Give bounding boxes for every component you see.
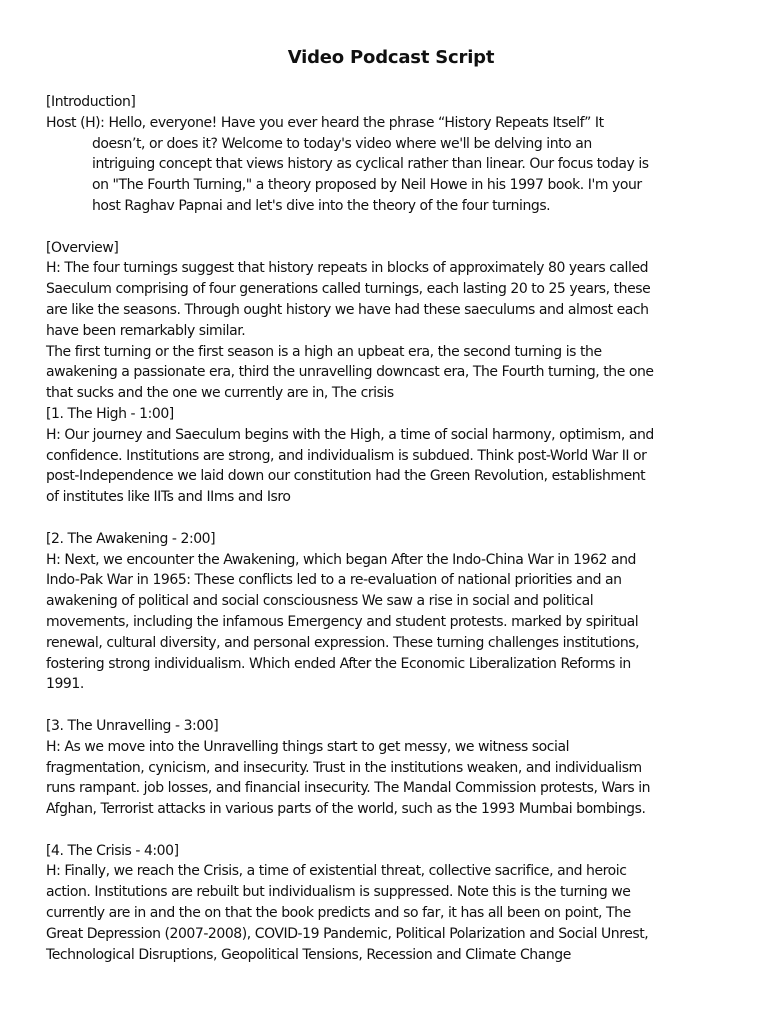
paragraph-line: awakening of political and social consciousness We saw a rise in social and political <box>46 593 594 610</box>
paragraph-line: Host (H): Hello, everyone! Have you ever heard the phrase “History Repeats Itself” It <box>46 114 604 131</box>
document-page <box>46 44 736 965</box>
paragraph-line: renewal, cultural diversity, and personal expression. These turning challenges institutions, <box>46 634 640 651</box>
paragraph-line: intriguing concept that views history as cyclical rather than linear. Our focus today is <box>92 156 649 173</box>
paragraph-line: are like the seasons. Through ought history we have had these saeculums and almost each <box>46 301 649 318</box>
paragraph-line: post-Independence we laid down our constitution had the Green Revolution, establishment <box>46 468 646 485</box>
paragraph-line: H: Finally, we reach the Crisis, a time of existential threat, collective sacrifice, and heroic <box>46 863 627 880</box>
paragraph-line: 1991. <box>46 676 84 693</box>
paragraph-line: Indo-Pak War in 1965: These conflicts led to a re-evaluation of national priorities and an <box>46 572 622 589</box>
section-awakening <box>46 529 736 695</box>
section-unravelling <box>46 716 736 820</box>
paragraph-line: Afghan, Terrorist attacks in various parts of the world, such as the 1993 Mumbai bombings. <box>46 801 646 818</box>
paragraph-line: The first turning or the first season is a high an upbeat era, the second turning is the <box>46 343 602 360</box>
section-spacer <box>46 508 736 529</box>
section-heading: [1. The High - 1:00] <box>46 405 174 422</box>
paragraph-line: of institutes like IITs and IIms and Isro <box>46 489 291 506</box>
paragraph-line: confidence. Institutions are strong, and individualism is subdued. Think post-World War II or <box>46 447 647 464</box>
document-title: Video Podcast Script <box>287 47 495 68</box>
section-high <box>46 404 736 508</box>
section-heading: [Overview] <box>46 239 119 256</box>
section-crisis <box>46 841 736 966</box>
section-spacer <box>46 695 736 716</box>
section-introduction <box>46 92 736 217</box>
section-heading: [Introduction] <box>46 94 136 110</box>
paragraph-line: H: Our journey and Saeculum begins with the High, a time of social harmony, optimism, and <box>46 426 654 443</box>
paragraph-line: H: As we move into the Unravelling things start to get messy, we witness social <box>46 738 570 755</box>
section-spacer <box>46 820 736 841</box>
section-spacer <box>46 217 736 238</box>
paragraph-line: Great Depression (2007-2008), COVID-19 Pandemic, Political Polarization and Social Unrest, <box>46 925 649 942</box>
paragraph-line: movements, including the infamous Emergency and student protests. marked by spiritual <box>46 613 639 630</box>
paragraph-line: runs rampant. job losses, and financial insecurity. The Mandal Commission protests, Wars in <box>46 780 651 797</box>
section-heading: [4. The Crisis - 4:00] <box>46 842 179 859</box>
paragraph-line: awakening a passionate era, third the unravelling downcast era, The Fourth turning, the one <box>46 364 654 381</box>
paragraph-line: host Raghav Papnai and let's dive into the theory of the four turnings. <box>92 197 551 214</box>
section-heading: [2. The Awakening - 2:00] <box>46 530 216 547</box>
paragraph-line: action. Institutions are rebuilt but individualism is suppressed. Note this is the turning we <box>46 884 631 901</box>
paragraph-line: H: The four turnings suggest that history repeats in blocks of approximately 80 years called <box>46 260 649 277</box>
section-overview <box>46 238 736 404</box>
paragraph-line: on "The Fourth Turning," a theory proposed by Neil Howe in his 1997 book. I'm your <box>92 177 642 194</box>
paragraph-line: Saeculum comprising of four generations called turnings, each lasting 20 to 25 years, these <box>46 281 651 298</box>
section-heading: [3. The Unravelling - 3:00] <box>46 717 219 734</box>
paragraph-line: have been remarkably similar. <box>46 322 246 339</box>
paragraph-line: fostering strong individualism. Which ended After the Economic Liberalization Reforms in <box>46 655 631 672</box>
paragraph-line: doesn’t, or does it? Welcome to today's video where we'll be delving into an <box>92 135 592 152</box>
paragraph-line: Technological Disruptions, Geopolitical Tensions, Recession and Climate Change <box>46 946 571 963</box>
paragraph-line: H: Next, we encounter the Awakening, which began After the Indo-China War in 1962 and <box>46 551 636 568</box>
paragraph-line: fragmentation, cynicism, and insecurity. Trust in the institutions weaken, and individualism <box>46 759 642 776</box>
paragraph-line: currently are in and the on that the book predicts and so far, it has all been on point, The <box>46 905 631 922</box>
paragraph-line: that sucks and the one we currently are in, The crisis <box>46 385 394 402</box>
